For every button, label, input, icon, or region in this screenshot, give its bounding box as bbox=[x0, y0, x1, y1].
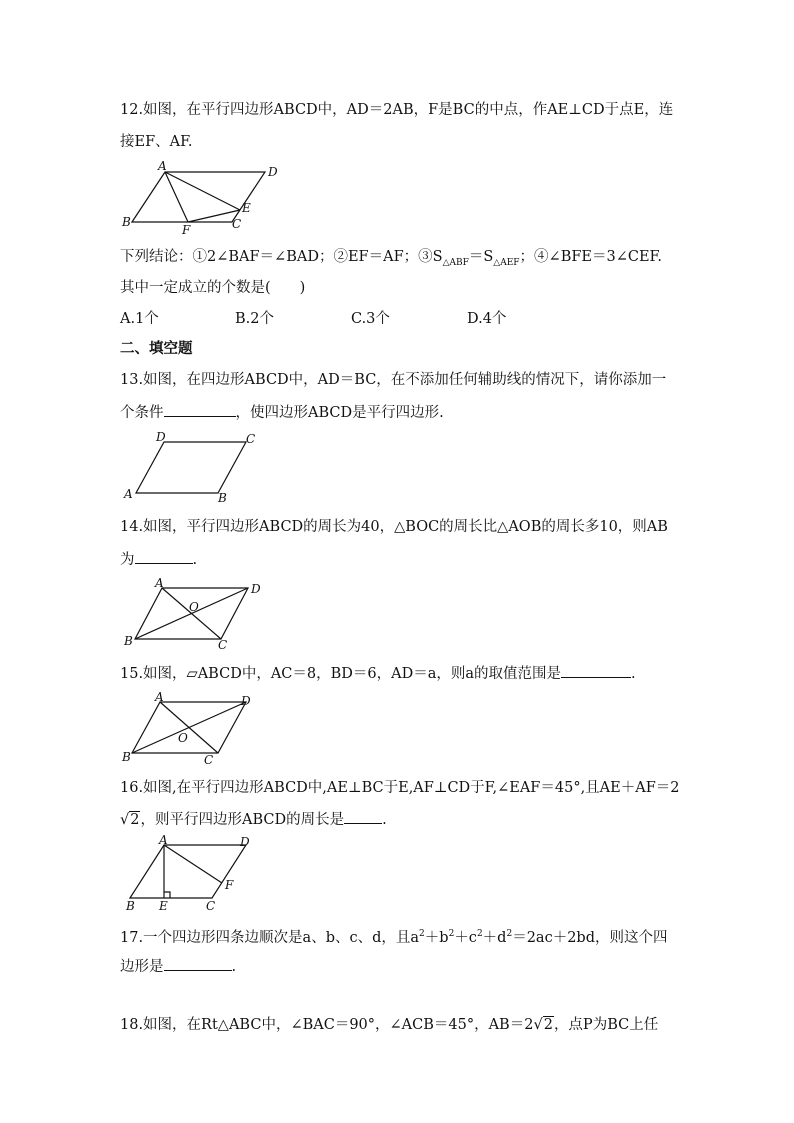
q14-label-a: A bbox=[155, 576, 164, 590]
q12-choice-a: A.1个 bbox=[120, 311, 159, 327]
q18-radicand: 2 bbox=[543, 1017, 553, 1033]
q18-line-1: 18.如图，在Rt△ABC中，∠BAC＝90°，∠ACB＝45°，AB＝2√2，点P为BC上任 bbox=[120, 1017, 659, 1033]
q16-line-1: 16.如图,在平行四边形ABCD中,AE⊥BC于E,AF⊥CD于F,∠EAF＝45°,且AE＋AF＝2 bbox=[120, 780, 680, 796]
q14-line-2: 为 . bbox=[120, 549, 197, 570]
q12-figure bbox=[120, 159, 290, 237]
q16-line-2: √2，则平行四边形ABCD的周长是 . bbox=[120, 809, 387, 830]
q15-label-a: A bbox=[155, 690, 164, 704]
q12-segment-af bbox=[165, 172, 188, 222]
q12-label-f: F bbox=[182, 223, 191, 237]
q14-line-1: 14.如图，平行四边形ABCD的周长为40，△BOC的周长比△AOB的周长多10，则AB bbox=[120, 519, 668, 535]
q12-label-a: A bbox=[158, 159, 167, 173]
q16-radicand: 2 bbox=[130, 812, 140, 828]
q16-figure bbox=[122, 833, 262, 916]
q14-label-d: D bbox=[251, 582, 261, 596]
q12-line-2: 接EF、AF. bbox=[120, 134, 193, 150]
q15-line-1: 15.如图，▱ABCD中，AC＝8，BD＝6，AD＝a，则a的取值范围是 . bbox=[120, 663, 636, 684]
q13-label-c: C bbox=[246, 432, 256, 446]
q14-label-o: O bbox=[189, 600, 199, 614]
q13-line-1: 13.如图，在四边形ABCD中，AD＝BC，在不添加任何辅助线的情况下，请你添加一 bbox=[120, 372, 667, 388]
q13-label-d: D bbox=[156, 430, 166, 444]
q17-answer-blank bbox=[164, 956, 232, 971]
q14-label-b: B bbox=[124, 634, 133, 648]
q16-label-b: B bbox=[126, 899, 135, 913]
q12-question: 其中一定成立的个数是( ) bbox=[120, 280, 306, 296]
q16-label-e: E bbox=[159, 899, 168, 913]
q12-label-c: C bbox=[232, 217, 242, 231]
section-heading: 二、填空题 bbox=[120, 341, 193, 357]
q16-label-a: A bbox=[159, 833, 168, 847]
q13-line-2: 个条件 ，使四边形ABCD是平行四边形. bbox=[120, 402, 444, 423]
q13-parallelogram bbox=[136, 442, 246, 493]
q17-line-2: 边形是 . bbox=[120, 956, 236, 977]
q16-answer-blank bbox=[344, 809, 382, 824]
q16-label-d: D bbox=[240, 835, 250, 849]
q15-diagonal-bd bbox=[132, 702, 246, 753]
q12-choice-b: B.2个 bbox=[235, 311, 274, 327]
q14-label-c: C bbox=[218, 638, 228, 652]
q13-figure bbox=[122, 430, 262, 504]
q12-choice-d: D.4个 bbox=[467, 311, 507, 327]
q16-segment-af bbox=[164, 845, 222, 883]
q17-line-1: 17.一个四边形四条边顺次是a、b、c、d，且$a^2+b^2+c^2+d^2=2ac+2bd$，则这个四 bbox=[120, 929, 668, 946]
q12-conclusions: 下列结论：①2∠BAF＝∠BAD；②EF＝AF；$③S_{\triangle ABF}=S_{\triangle AEF}$；④∠BFE＝3∠CEF. bbox=[120, 249, 662, 268]
q15-answer-blank bbox=[561, 663, 631, 678]
q14-figure bbox=[122, 578, 267, 652]
q12-line-1: 12.如图，在平行四边形ABCD中，AD＝2AB，F是BC的中点，作AE⊥CD于点E，连 bbox=[120, 102, 674, 118]
q12-choice-c: C.3个 bbox=[351, 311, 390, 327]
q16-right-angle-mark bbox=[164, 892, 170, 898]
q16-label-f: F bbox=[225, 878, 234, 892]
q13-answer-blank bbox=[164, 402, 236, 417]
q15-label-d: D bbox=[241, 694, 251, 708]
q15-label-c: C bbox=[204, 753, 214, 767]
q13-label-b: B bbox=[218, 491, 227, 505]
q16-label-c: C bbox=[206, 899, 216, 913]
sqrt-sign: √ bbox=[120, 812, 130, 828]
sqrt-sign: √ bbox=[533, 1017, 543, 1033]
q15-label-o: O bbox=[178, 731, 188, 745]
q12-label-d: D bbox=[268, 165, 278, 179]
q12-segment-ae bbox=[165, 172, 240, 210]
q12-label-e: E bbox=[242, 201, 251, 215]
q12-label-b: B bbox=[122, 215, 131, 229]
q15-figure bbox=[120, 692, 265, 766]
q13-label-a: A bbox=[124, 487, 133, 501]
q15-label-b: B bbox=[122, 750, 131, 764]
q14-answer-blank bbox=[135, 549, 193, 564]
